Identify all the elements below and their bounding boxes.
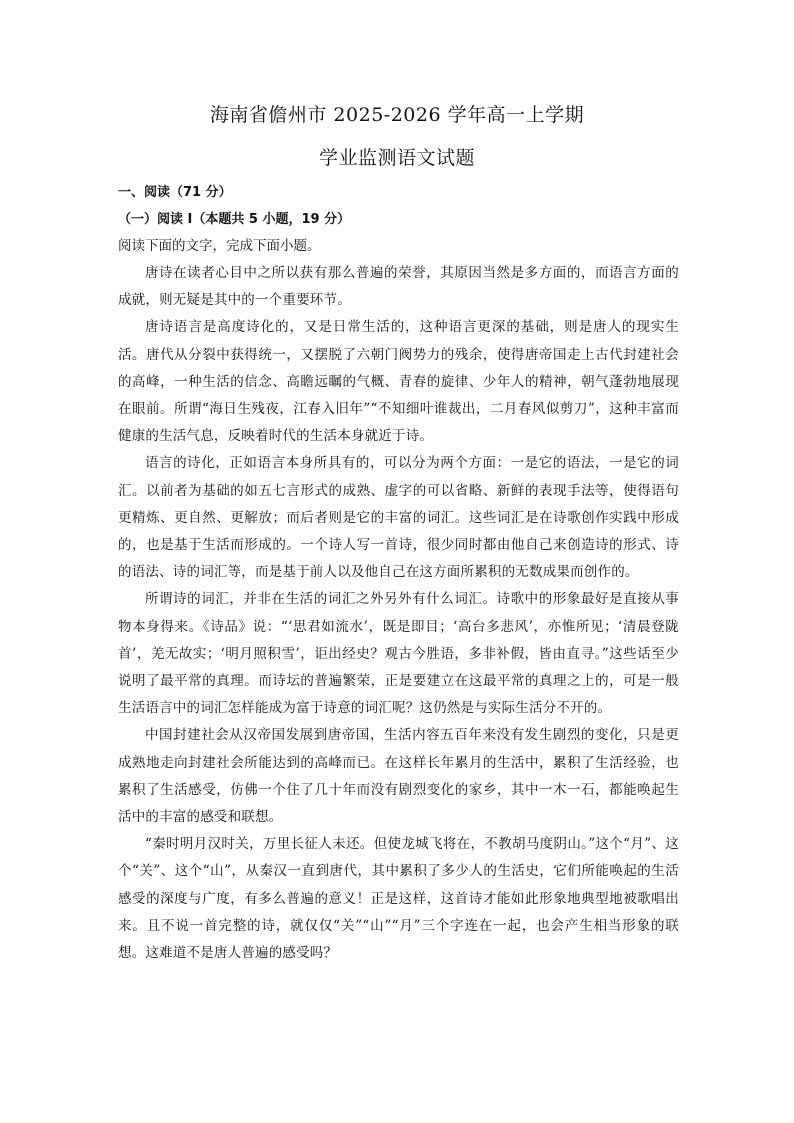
passage-paragraph: “秦时明月汉时关，万里长征人未还。但使龙城飞将在，不教胡马度阴山。”这个“月”、这个“关”、这个“山”，从秦汉一直到唐代，其中累积了多少人的生活史，它们所能唤起的生活感受的深度与广度，有多么普遍的意义！正是这样，这首诗才能如此形象地典型地被歌唱出来。且不说一首完整的诗，就仅仅“关”“山”“月”三个字连在一起，也会产生相当形象的联想。这难道不是唐人普遍的感受吗？ bbox=[118, 836, 679, 962]
passage-paragraph: 所谓诗的词汇，并非在生活的词汇之外另外有什么词汇。诗歌中的形象最好是直接从事物本身得来。《诗品》说：“‘思君如流水’，既是即目；‘高台多悲风’，亦惟所见；‘清晨登陇首’，羌无故实；‘明月照积雪’，讵出经史？观古今胜语，多非补假，皆由直寻。”这些话至少说明了最平常的真理。而诗坛的普遍繁荣，正是要建立在这最平常的真理之上的，可是一般生活语言中的词汇怎样能成为富于诗意的词汇呢？这仍然是与实际生活分不开的。 bbox=[118, 591, 679, 717]
instruction-text: 阅读下面的文字，完成下面小题。 bbox=[118, 238, 321, 254]
section-heading: 一、阅读（71 分） bbox=[118, 185, 232, 200]
document-title-line2: 学业监测语文试题 bbox=[318, 147, 475, 169]
subsection-heading: （一）阅读 I（本题共 5 小题，19 分） bbox=[118, 212, 351, 227]
passage-paragraph: 唐诗在读者心目中之所以获有那么普遍的荣誉，其原因当然是多方面的，而语言方面的成就，则无疑是其中的一个重要环节。 bbox=[118, 265, 679, 309]
passage-paragraph: 中国封建社会从汉帝国发展到唐帝国，生活内容五百年来没有发生剧烈的变化，只是更成熟地走向封建社会所能达到的高峰而已。在这样长年累月的生活中，累积了生活经验，也累积了生活感受，仿佛一个住了几十年而没有剧烈变化的家乡，其中一木一石，都能唤起生活中的丰富的感受和联想。 bbox=[118, 727, 679, 826]
document-title-line1: 海南省儋州市 2025-2026 学年高一上学期 bbox=[209, 104, 585, 126]
passage-paragraph: 唐诗语言是高度诗化的，又是日常生活的，这种语言更深的基础，则是唐人的现实生活。唐代从分裂中获得统一，又摆脱了六朝门阀势力的残余，使得唐帝国走上古代封建社会的高峰，一种生活的信念、高瞻远瞩的气概、青春的旋律、少年人的精神，朝气蓬勃地展现在眼前。所谓“海日生残夜，江春入旧年”“不知细叶谁裁出，二月春风似剪刀”，这种丰富而健康的生活气息，反映着时代的生活本身就近于诗。 bbox=[118, 319, 679, 445]
reading-passage bbox=[118, 233, 679, 967]
passage-paragraph: 语言的诗化，正如语言本身所具有的，可以分为两个方面：一是它的语法，一是它的词汇。以前者为基础的如五七言形式的成熟、虚字的可以省略、新鲜的表现手法等，使得语句更精炼、更自然、更解放；而后者则是它的丰富的词汇。这些词汇是在诗歌创作实践中形成的，也是基于生活而形成的。一个诗人写一首诗，很少同时都由他自己来创造诗的形式、诗的语法、诗的词汇等，而是基于前人以及他自己在这方面所累积的无数成果而创作的。 bbox=[118, 455, 679, 581]
